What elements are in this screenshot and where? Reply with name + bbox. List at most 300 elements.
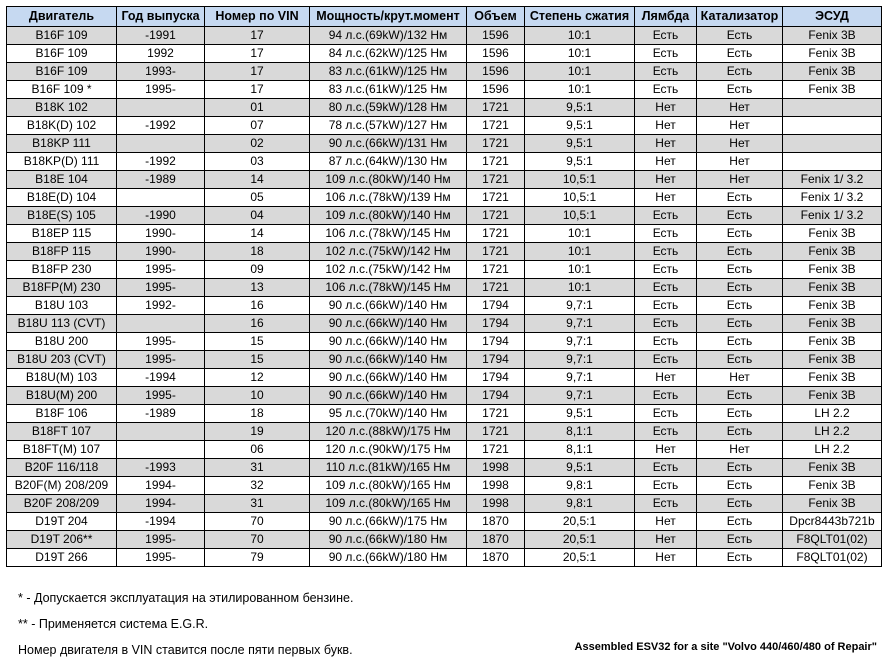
table-cell: Есть (697, 351, 783, 369)
column-header: ЭСУД (783, 7, 882, 27)
column-header: Год выпуска (117, 7, 205, 27)
table-cell: Есть (697, 423, 783, 441)
column-header: Мощность/крут.момент (310, 7, 467, 27)
table-cell: 102 л.с.(75kW)/142 Нм (310, 243, 467, 261)
table-cell: 1995- (117, 279, 205, 297)
table-cell: -1992 (117, 153, 205, 171)
table-cell: 1794 (467, 333, 525, 351)
table-cell: B18KP 111 (7, 135, 117, 153)
table-cell: 06 (205, 441, 310, 459)
table-cell: 1990- (117, 225, 205, 243)
table-cell: Есть (635, 243, 697, 261)
table-cell: B16F 109 (7, 63, 117, 81)
table-cell: Есть (697, 261, 783, 279)
table-cell: Есть (697, 63, 783, 81)
table-cell: 83 л.с.(61kW)/125 Нм (310, 81, 467, 99)
table-cell: 109 л.с.(80kW)/165 Нм (310, 477, 467, 495)
table-cell: 80 л.с.(59kW)/128 Нм (310, 99, 467, 117)
table-cell: Fenix 3B (783, 81, 882, 99)
table-cell: 9,5:1 (525, 459, 635, 477)
table-cell: 1596 (467, 63, 525, 81)
table-cell: 1794 (467, 297, 525, 315)
table-cell: 14 (205, 225, 310, 243)
table-row (7, 117, 882, 135)
table-cell: Есть (697, 531, 783, 549)
table-cell: F8QLT01(02) (783, 549, 882, 567)
table-cell: Есть (635, 477, 697, 495)
table-cell: Fenix 1/ 3.2 (783, 189, 882, 207)
table-cell: 9,7:1 (525, 387, 635, 405)
table-cell: 1870 (467, 513, 525, 531)
table-row (7, 171, 882, 189)
table-cell: 84 л.с.(62kW)/125 Нм (310, 45, 467, 63)
table-cell: 1870 (467, 549, 525, 567)
table-cell: Есть (697, 405, 783, 423)
table-cell: B18FT(M) 107 (7, 441, 117, 459)
table-cell: 1721 (467, 279, 525, 297)
table-cell: 20,5:1 (525, 549, 635, 567)
table-cell: 1721 (467, 189, 525, 207)
table-cell: B18FP 230 (7, 261, 117, 279)
table-cell: 1794 (467, 315, 525, 333)
table-cell: B18U 103 (7, 297, 117, 315)
table-cell: Есть (697, 297, 783, 315)
table-cell: 03 (205, 153, 310, 171)
table-cell: Нет (697, 117, 783, 135)
table-cell: 1721 (467, 171, 525, 189)
table-cell: -1989 (117, 405, 205, 423)
table-cell: B18E 104 (7, 171, 117, 189)
table-cell: Fenix 3B (783, 477, 882, 495)
table-cell: 10,5:1 (525, 189, 635, 207)
table-cell: B20F 116/118 (7, 459, 117, 477)
table-cell: 1995- (117, 531, 205, 549)
table-cell: 10:1 (525, 63, 635, 81)
table-cell: Fenix 3B (783, 261, 882, 279)
table-cell: B18U 203 (CVT) (7, 351, 117, 369)
note-line: * - Допускается эксплуатация на этилированном бензине. (18, 591, 354, 605)
table-cell: Есть (697, 225, 783, 243)
table-cell: Есть (697, 243, 783, 261)
table-cell: Нет (635, 135, 697, 153)
table-cell: B18EP 115 (7, 225, 117, 243)
table-cell: Нет (697, 369, 783, 387)
table-cell: Нет (697, 171, 783, 189)
table-cell: Fenix 3B (783, 369, 882, 387)
table-cell: 1794 (467, 351, 525, 369)
table-cell: 16 (205, 297, 310, 315)
table-cell: Есть (635, 261, 697, 279)
table-cell: Есть (697, 333, 783, 351)
table-cell: B16F 109 * (7, 81, 117, 99)
table-row (7, 495, 882, 513)
table-cell: 1596 (467, 81, 525, 99)
table-row (7, 81, 882, 99)
table-cell: LH 2.2 (783, 441, 882, 459)
table-cell: Нет (635, 99, 697, 117)
table-row (7, 351, 882, 369)
column-header: Катализатор (697, 7, 783, 27)
table-cell: Есть (635, 387, 697, 405)
table-cell: 17 (205, 81, 310, 99)
table-cell: Fenix 3B (783, 225, 882, 243)
table-cell (117, 423, 205, 441)
table-cell: 90 л.с.(66kW)/180 Нм (310, 531, 467, 549)
table-cell: Нет (635, 531, 697, 549)
table-cell: 90 л.с.(66kW)/140 Нм (310, 351, 467, 369)
engine-specifications-table (6, 6, 882, 567)
table-cell: -1991 (117, 27, 205, 45)
table-cell: 70 (205, 513, 310, 531)
table-cell: B18K(D) 102 (7, 117, 117, 135)
table-cell: 1721 (467, 405, 525, 423)
table-cell: 90 л.с.(66kW)/131 Нм (310, 135, 467, 153)
column-header: Двигатель (7, 7, 117, 27)
table-cell: B18K 102 (7, 99, 117, 117)
table-cell: 90 л.с.(66kW)/140 Нм (310, 369, 467, 387)
table-cell: 10,5:1 (525, 207, 635, 225)
table-cell: 18 (205, 243, 310, 261)
table-cell: 1721 (467, 441, 525, 459)
table-cell: 10:1 (525, 243, 635, 261)
table-row (7, 513, 882, 531)
table-cell: 1721 (467, 207, 525, 225)
table-cell: B16F 109 (7, 27, 117, 45)
table-cell: 17 (205, 27, 310, 45)
table-cell: 109 л.с.(80kW)/140 Нм (310, 207, 467, 225)
table-cell: 9,5:1 (525, 135, 635, 153)
table-cell: Есть (697, 513, 783, 531)
table-cell: 10,5:1 (525, 171, 635, 189)
table-cell: 1992- (117, 297, 205, 315)
table-cell: 1721 (467, 261, 525, 279)
table-cell: D19T 266 (7, 549, 117, 567)
column-header: Номер по VIN (205, 7, 310, 27)
table-cell: Нет (635, 513, 697, 531)
table-cell (117, 189, 205, 207)
table-cell: 10:1 (525, 81, 635, 99)
table-cell: Есть (697, 549, 783, 567)
table-cell (783, 153, 882, 171)
table-cell: Есть (635, 495, 697, 513)
table-cell: 13 (205, 279, 310, 297)
table-cell: Есть (697, 495, 783, 513)
table-cell: Есть (697, 279, 783, 297)
table-cell: Нет (697, 153, 783, 171)
table-cell: 110 л.с.(81kW)/165 Нм (310, 459, 467, 477)
column-header: Объем (467, 7, 525, 27)
column-header: Степень сжатия (525, 7, 635, 27)
table-cell: 09 (205, 261, 310, 279)
table-cell: 95 л.с.(70kW)/140 Нм (310, 405, 467, 423)
table-cell: B18F 106 (7, 405, 117, 423)
table-cell: Fenix 3B (783, 279, 882, 297)
table-cell: 120 л.с.(90kW)/175 Нм (310, 441, 467, 459)
table-cell: Есть (697, 45, 783, 63)
table-cell (783, 135, 882, 153)
table-cell: 9,7:1 (525, 333, 635, 351)
table-cell: 94 л.с.(69kW)/132 Нм (310, 27, 467, 45)
table-cell: 1998 (467, 459, 525, 477)
table-cell: 90 л.с.(66kW)/180 Нм (310, 549, 467, 567)
table-cell: B16F 109 (7, 45, 117, 63)
table-cell: Есть (635, 279, 697, 297)
table-cell: Есть (635, 423, 697, 441)
table-cell: Нет (635, 441, 697, 459)
table-cell: 04 (205, 207, 310, 225)
table-cell: -1994 (117, 369, 205, 387)
table-row (7, 225, 882, 243)
table-cell: B18U 200 (7, 333, 117, 351)
table-cell: 8,1:1 (525, 423, 635, 441)
table-cell: 9,7:1 (525, 369, 635, 387)
table-cell: Fenix 3B (783, 333, 882, 351)
table-cell: Fenix 3B (783, 495, 882, 513)
table-cell: 1596 (467, 45, 525, 63)
table-cell: 20,5:1 (525, 513, 635, 531)
table-row (7, 261, 882, 279)
table-cell: 32 (205, 477, 310, 495)
table-cell: 10 (205, 387, 310, 405)
table-cell: 9,8:1 (525, 477, 635, 495)
table-cell: 9,7:1 (525, 315, 635, 333)
table-cell (117, 315, 205, 333)
table-cell: Fenix 3B (783, 351, 882, 369)
table-cell: 15 (205, 333, 310, 351)
table-cell: LH 2.2 (783, 423, 882, 441)
table-cell: 1995- (117, 333, 205, 351)
table-cell: 1992 (117, 45, 205, 63)
table-cell: 9,8:1 (525, 495, 635, 513)
table-row (7, 333, 882, 351)
table-cell: 31 (205, 459, 310, 477)
table-cell: 1721 (467, 153, 525, 171)
table-cell: 1990- (117, 243, 205, 261)
table-cell: 1993- (117, 63, 205, 81)
table-cell: Есть (635, 81, 697, 99)
table-row (7, 315, 882, 333)
table-row (7, 369, 882, 387)
table-cell: Fenix 3B (783, 387, 882, 405)
table-row (7, 153, 882, 171)
table-cell: 1794 (467, 387, 525, 405)
table-cell: 106 л.с.(78kW)/145 Нм (310, 225, 467, 243)
table-cell: 1998 (467, 495, 525, 513)
table-cell: 07 (205, 117, 310, 135)
table-cell: -1989 (117, 171, 205, 189)
table-row (7, 423, 882, 441)
table-cell: Есть (635, 405, 697, 423)
table-cell: Есть (697, 387, 783, 405)
table-cell: Fenix 3B (783, 45, 882, 63)
table-row (7, 279, 882, 297)
table-cell: 106 л.с.(78kW)/139 Нм (310, 189, 467, 207)
table-cell: 10:1 (525, 225, 635, 243)
table-row (7, 189, 882, 207)
table-cell: B18E(S) 105 (7, 207, 117, 225)
table-cell: Есть (635, 63, 697, 81)
table-cell: 90 л.с.(66kW)/140 Нм (310, 333, 467, 351)
table-cell: Есть (635, 207, 697, 225)
note-line: ** - Применяется система E.G.R. (18, 617, 209, 631)
table-cell: Fenix 3B (783, 243, 882, 261)
table-cell (117, 135, 205, 153)
table-cell: 109 л.с.(80kW)/165 Нм (310, 495, 467, 513)
table-cell: -1990 (117, 207, 205, 225)
table-cell: -1994 (117, 513, 205, 531)
table-cell: 9,5:1 (525, 117, 635, 135)
table-cell: 31 (205, 495, 310, 513)
table-row (7, 531, 882, 549)
table-cell: 12 (205, 369, 310, 387)
table-cell: 1721 (467, 423, 525, 441)
table-row (7, 135, 882, 153)
table-cell: Нет (635, 153, 697, 171)
table-cell: 79 (205, 549, 310, 567)
table-cell: Есть (697, 81, 783, 99)
table-cell: Нет (635, 117, 697, 135)
table-cell: Есть (697, 189, 783, 207)
table-cell: -1993 (117, 459, 205, 477)
table-cell: 14 (205, 171, 310, 189)
table-row (7, 549, 882, 567)
table-cell: 90 л.с.(66kW)/140 Нм (310, 297, 467, 315)
table-cell: Есть (635, 351, 697, 369)
table-row (7, 45, 882, 63)
table-row (7, 477, 882, 495)
table-cell: D19T 204 (7, 513, 117, 531)
table-cell: 9,7:1 (525, 351, 635, 369)
table-cell: 1998 (467, 477, 525, 495)
table-cell: B20F 208/209 (7, 495, 117, 513)
table-cell: 109 л.с.(80kW)/140 Нм (310, 171, 467, 189)
table-cell: 70 (205, 531, 310, 549)
table-cell: Нет (635, 171, 697, 189)
table-cell: 18 (205, 405, 310, 423)
table-cell (783, 99, 882, 117)
table-cell: B18FT 107 (7, 423, 117, 441)
table-cell: Fenix 3B (783, 459, 882, 477)
table-cell: Нет (697, 441, 783, 459)
table-cell: Есть (697, 459, 783, 477)
table-cell: Fenix 3B (783, 63, 882, 81)
table-cell: 90 л.с.(66kW)/140 Нм (310, 387, 467, 405)
table-cell: 10:1 (525, 27, 635, 45)
table-cell: B18U 113 (CVT) (7, 315, 117, 333)
table-cell: 9,5:1 (525, 405, 635, 423)
table-cell: 1721 (467, 135, 525, 153)
table-cell: 1794 (467, 369, 525, 387)
table-cell: 1870 (467, 531, 525, 549)
note-line: Номер двигателя в VIN ставится после пяти первых букв. (18, 643, 353, 657)
table-cell: 1721 (467, 117, 525, 135)
table-cell: B18E(D) 104 (7, 189, 117, 207)
table-cell: 9,5:1 (525, 99, 635, 117)
table-cell: 1994- (117, 495, 205, 513)
table-cell: 8,1:1 (525, 441, 635, 459)
table-body (7, 27, 882, 567)
table-cell: Есть (635, 315, 697, 333)
table-cell: 1721 (467, 243, 525, 261)
table-cell: 83 л.с.(61kW)/125 Нм (310, 63, 467, 81)
table-cell: LH 2.2 (783, 405, 882, 423)
table-cell: Нет (635, 189, 697, 207)
table-cell: B18U(M) 200 (7, 387, 117, 405)
table-cell: 1995- (117, 261, 205, 279)
table-header (7, 7, 882, 27)
table-cell: 90 л.с.(66kW)/175 Нм (310, 513, 467, 531)
table-cell: 01 (205, 99, 310, 117)
table-cell: 1721 (467, 99, 525, 117)
table-row (7, 27, 882, 45)
table-cell: Fenix 1/ 3.2 (783, 207, 882, 225)
table-cell: B18FP 115 (7, 243, 117, 261)
table-row (7, 387, 882, 405)
table-cell: Есть (635, 45, 697, 63)
table-cell: 02 (205, 135, 310, 153)
table-cell: B18U(M) 103 (7, 369, 117, 387)
table-cell: Нет (697, 99, 783, 117)
table-cell: 10:1 (525, 279, 635, 297)
table-cell: -1992 (117, 117, 205, 135)
table-row (7, 99, 882, 117)
table-cell: Dpcr8443b721b (783, 513, 882, 531)
table-cell (783, 117, 882, 135)
table-row (7, 459, 882, 477)
table-cell: Нет (697, 135, 783, 153)
table-row (7, 63, 882, 81)
table-cell: 106 л.с.(78kW)/145 Нм (310, 279, 467, 297)
table-cell: Есть (635, 333, 697, 351)
footer-credit: Assembled ESV32 for a site "Volvo 440/460/480 of Repair" (574, 641, 877, 653)
table-cell: Есть (635, 27, 697, 45)
table-cell: Fenix 3B (783, 27, 882, 45)
table-cell: 90 л.с.(66kW)/140 Нм (310, 315, 467, 333)
table-cell: Есть (635, 225, 697, 243)
table-cell: B18KP(D) 111 (7, 153, 117, 171)
table-row (7, 297, 882, 315)
table-cell: 9,7:1 (525, 297, 635, 315)
table-cell (117, 99, 205, 117)
table-cell: 78 л.с.(57kW)/127 Нм (310, 117, 467, 135)
table-cell: 1995- (117, 549, 205, 567)
table-header-row (7, 7, 882, 27)
table-row (7, 207, 882, 225)
table-cell: 19 (205, 423, 310, 441)
table-cell: Есть (635, 459, 697, 477)
table-cell: Есть (635, 297, 697, 315)
table-cell: 1995- (117, 387, 205, 405)
table-cell: 1994- (117, 477, 205, 495)
table-cell (117, 441, 205, 459)
table-cell: 1721 (467, 225, 525, 243)
table-cell: Есть (697, 27, 783, 45)
table-row (7, 243, 882, 261)
table-cell: F8QLT01(02) (783, 531, 882, 549)
table-cell: 1596 (467, 27, 525, 45)
table-cell: 87 л.с.(64kW)/130 Нм (310, 153, 467, 171)
table-cell: Fenix 1/ 3.2 (783, 171, 882, 189)
table-cell: 10:1 (525, 45, 635, 63)
table-cell: 9,5:1 (525, 153, 635, 171)
column-header: Лямбда (635, 7, 697, 27)
table-cell: 05 (205, 189, 310, 207)
table-row (7, 405, 882, 423)
table-cell: 17 (205, 45, 310, 63)
table-cell: 15 (205, 351, 310, 369)
table-cell: Fenix 3B (783, 315, 882, 333)
table-cell: Нет (635, 549, 697, 567)
